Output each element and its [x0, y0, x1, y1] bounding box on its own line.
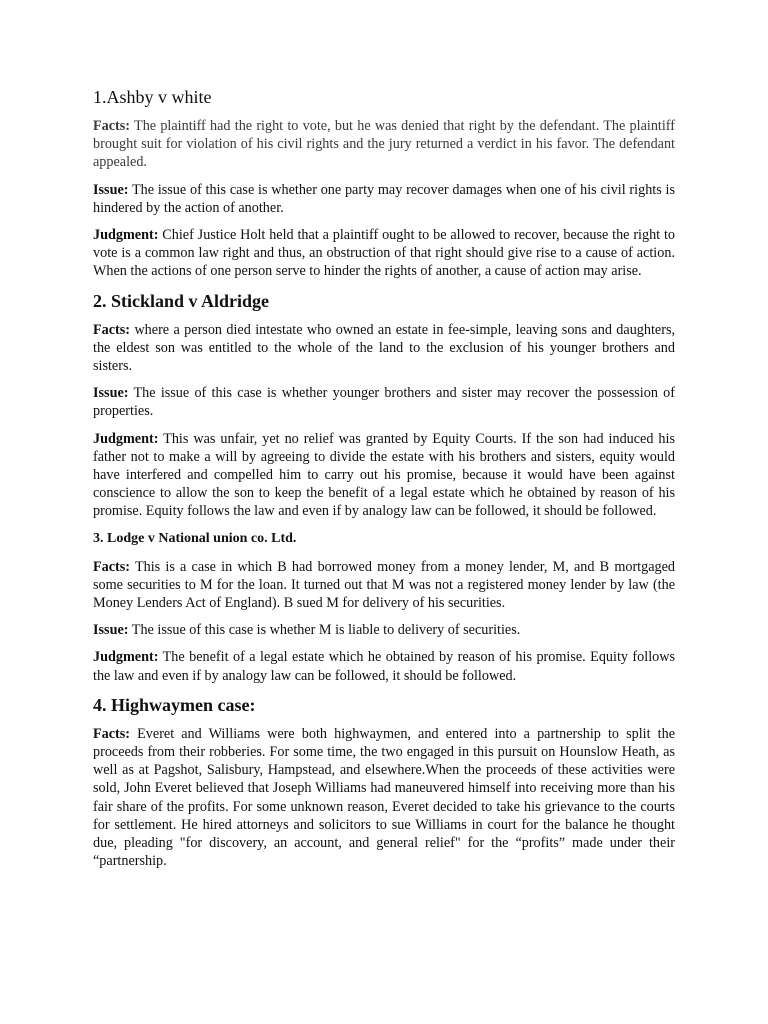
- case-title: 1.Ashby v white: [93, 87, 212, 107]
- case-facts: [93, 558, 675, 613]
- case-facts: [93, 117, 675, 172]
- issue-text: The issue of this case is whether younger brothers and sister may recover the possession of properties.: [93, 385, 675, 420]
- case-issue: [93, 181, 675, 217]
- facts-text: This is a case in which B had borrowed money from a money lender, M, and B mortgaged some securities to M for the loan. It turned out that M was not a registered money lender by law (the Money Lenders Act of England). B sued M for delivery of his securities.: [93, 558, 675, 612]
- issue-label: Issue:: [93, 385, 129, 402]
- case-judgment: [93, 648, 675, 684]
- case-stickland-v-aldridge: [93, 290, 675, 521]
- facts-text: Everet and Williams were both highwaymen, and entered into a partnership to split the proceeds from their robberies. For some time, the two engaged in this pursuit on Hounslow Heath, as well as at Pagshot, Salisbury, Hampstead, and elsewhere.When the proceeds of these activities were sold, John Everet believed that Joseph Williams had maneuvered himself into receiving more than his fair share of the profits. For some unknown reason, Everet decided to take his grievance to the courts for settlement. He hired attorneys and solicitors to sue Williams in court for the balance he thought due, pleading "for discovery, an account, and general relief" for the “profits” made under their “partnership.: [93, 725, 676, 870]
- facts-text: where a person died intestate who owned an estate in fee-simple, leaving sons and daughters, the eldest son was entitled to the whole of the land to the exclusion of his younger brothers and sisters.: [93, 321, 676, 375]
- facts-label: Facts:: [93, 118, 131, 134]
- issue-text: The issue of this case is whether M is liable to delivery of securities.: [131, 622, 521, 639]
- facts-text: The plaintiff had the right to vote, but he was denied that right by the defendant. The plaintiff brought suit for violation of his civil rights and the jury returned a verdict in his favor. The defendant appealed.: [93, 118, 676, 171]
- judgment-text: This was unfair, yet no relief was granted by Equity Courts. If the son had induced his father not to make a will by agreeing to divide the estate with his brothers and sisters, equity would have interfered and compelled him to carry out his promise, because it would have been against conscience to allow the son to keep the benefit of a legal estate which he obtained by reason of his promise. Equity follows the law and even if by analogy law can be followed, it should be followed.: [93, 430, 675, 520]
- case-lodge-v-national-union: [93, 530, 675, 685]
- case-highwaymen: [93, 694, 675, 871]
- facts-label: Facts:: [93, 558, 131, 575]
- judgment-text: Chief Justice Holt held that a plaintiff ought to be allowed to recover, because the right to vote is a common law right and thus, an obstruction of that right should give rise to a cause of action. When the actions of one person serve to hinder the rights of another, a cause of action may arise.: [93, 227, 675, 280]
- case-title: 2. Stickland v Aldridge: [93, 290, 270, 311]
- case-facts: [93, 321, 675, 376]
- judgment-label: Judgment:: [93, 430, 159, 447]
- case-judgment: [93, 430, 675, 521]
- case-title: 3. Lodge v National union co. Ltd.: [93, 530, 297, 546]
- case-issue: [93, 384, 675, 420]
- case-judgment: [93, 226, 675, 281]
- issue-text: The issue of this case is whether one party may recover damages when one of his civil rights is hindered by the action of another.: [93, 181, 675, 216]
- judgment-label: Judgment:: [93, 227, 159, 244]
- issue-label: Issue:: [93, 622, 129, 639]
- case-ashby-v-white: [93, 86, 675, 281]
- judgment-label: Judgment:: [93, 649, 159, 666]
- judgment-text: The benefit of a legal estate which he obtained by reason of his promise. Equity follows the law and even if by analogy law can be followed, it should be followed.: [93, 649, 675, 684]
- case-facts: [93, 725, 675, 871]
- case-issue: [93, 621, 675, 639]
- facts-label: Facts:: [93, 321, 131, 338]
- facts-label: Facts:: [93, 725, 131, 742]
- case-title: 4. Highwaymen case:: [93, 694, 256, 715]
- issue-label: Issue:: [93, 181, 129, 198]
